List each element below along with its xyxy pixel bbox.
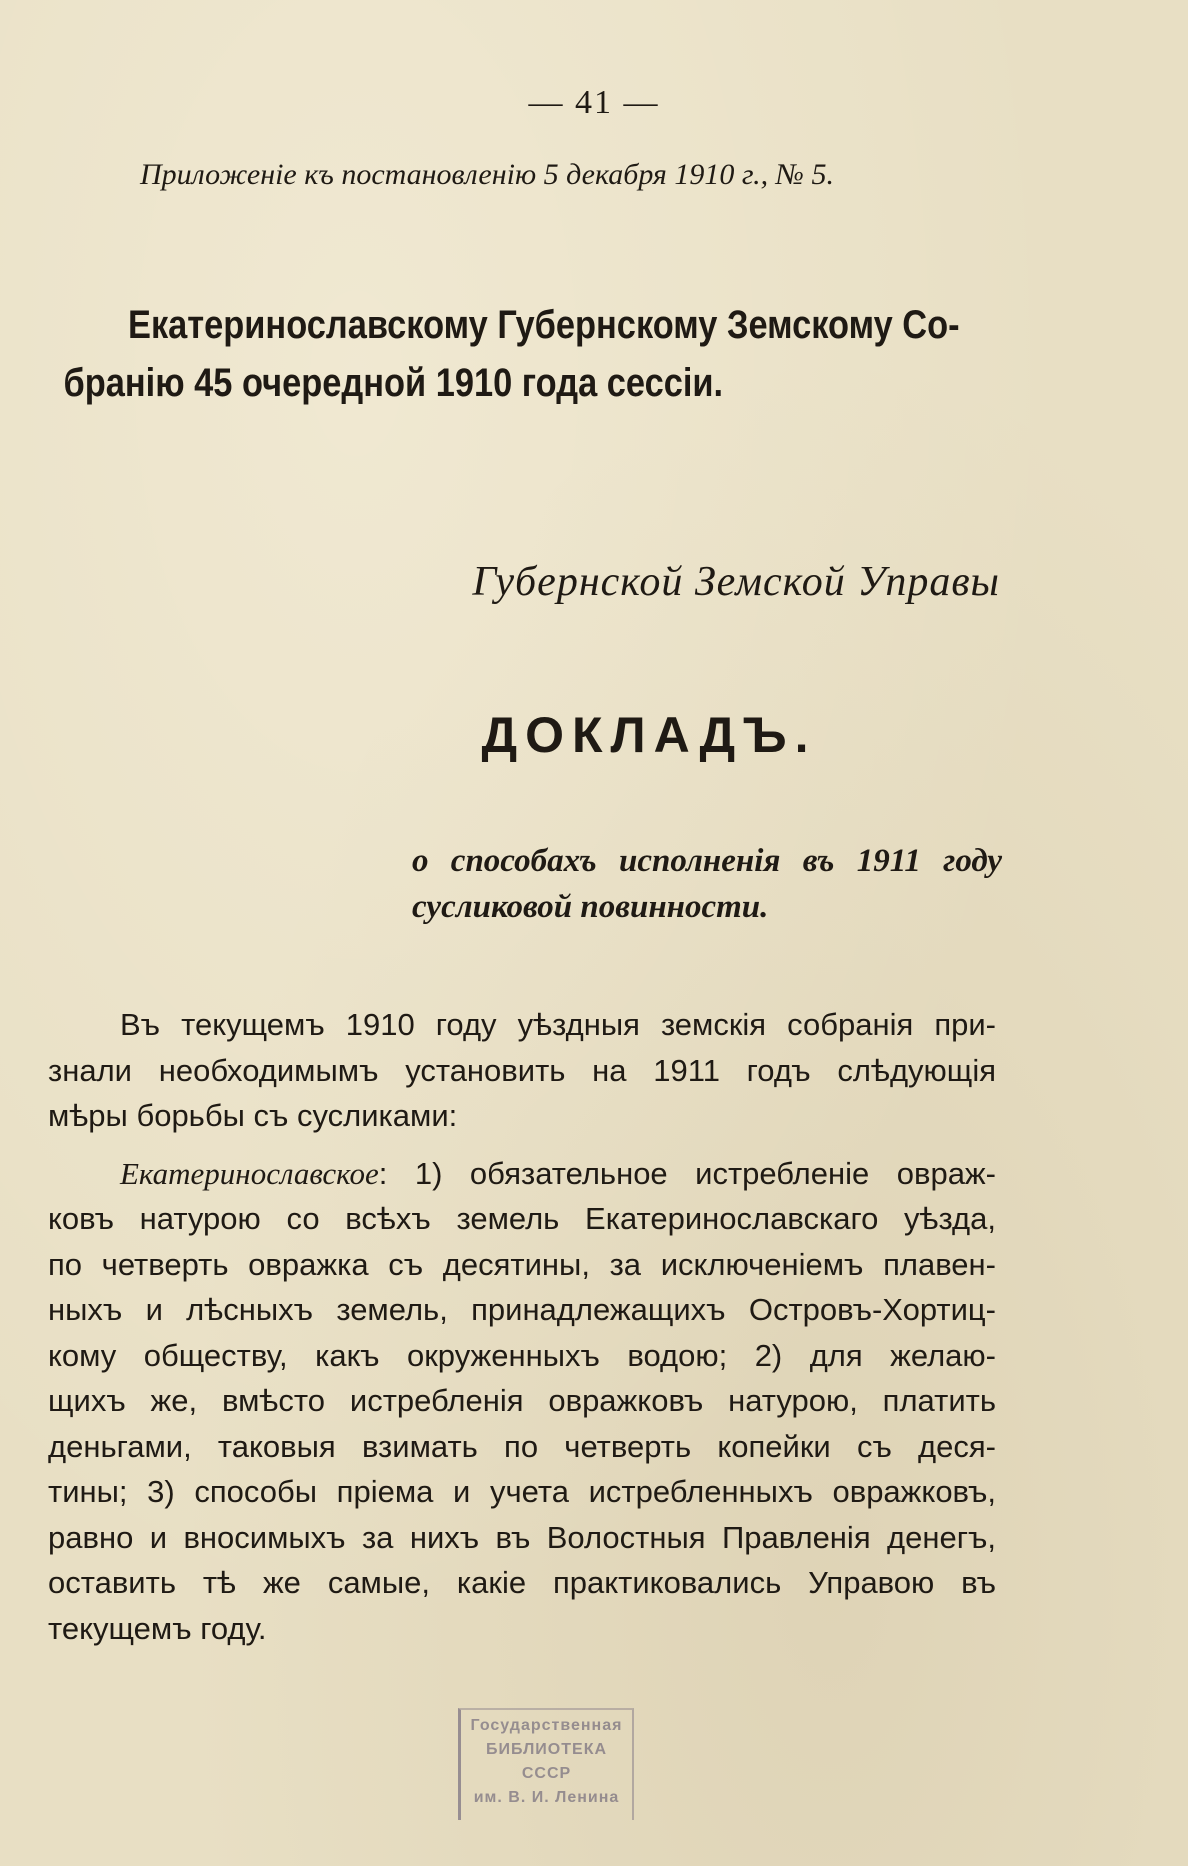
issuing-authority: Губернской Земской Управы: [472, 559, 1000, 605]
document-title: ДОКЛАДЪ.: [481, 707, 817, 763]
body-line: знали необходимымъ установить на 1911 годъ слѣдующія: [48, 1052, 996, 1088]
stamp-line: БИБЛИОТЕКА: [485, 1741, 608, 1758]
subject-line-1: о способахъ исполненія въ 1911 году: [412, 843, 1002, 879]
appendix-note: Приложеніе къ постановленію 5 декабря 1910 г., № 5.: [140, 158, 834, 191]
body-line: тины; 3) способы пріема и учета истребленныхъ овражковъ,: [48, 1474, 996, 1509]
body-text: [48, 1002, 996, 1651]
body-line: равно и вносимыхъ за нихъ въ Волостныя Правленія денегъ,: [48, 1519, 996, 1555]
document-heading: [63, 296, 1005, 412]
library-stamp: [458, 1708, 634, 1820]
body-line: Въ текущемъ 1910 году уѣздныя земскія собранія при-: [120, 1007, 996, 1042]
district-name: Екатеринославское: [120, 1155, 379, 1191]
subject-line-2: сусликовой повинности.: [412, 889, 769, 925]
stamp-line: Государственная: [470, 1717, 623, 1734]
stamp-line: им. В. И. Ленина: [473, 1789, 620, 1806]
body-line: ковъ натурою со всѣхъ земель Екатеринославскаго уѣзда,: [48, 1201, 996, 1236]
body-line: мѣры борьбы съ сусликами:: [48, 1098, 458, 1133]
body-line: оставить тѣ же самые, какіе практиковались Управою въ: [48, 1565, 996, 1600]
heading-line-1: Екатеринославскому Губернскому Земскому Со-: [128, 303, 960, 347]
stamp-line: СССР: [521, 1765, 572, 1782]
heading-line-2: бранію 45 очередной 1910 года сессіи.: [63, 361, 724, 405]
body-line: ныхъ и лѣсныхъ земель, принадлежащихъ Островъ-Хортиц-: [48, 1292, 996, 1327]
report-subject: [412, 838, 1002, 930]
body-line: текущемъ году.: [48, 1610, 267, 1646]
body-line: по четверть овражка съ десятины, за исключеніемъ плавен-: [48, 1246, 996, 1282]
body-line: деньгами, таковыя взимать по четверть копейки съ деся-: [48, 1428, 996, 1464]
district-measures-start: : 1) обязательное истребленіе овраж-: [378, 1155, 996, 1191]
body-line-district: [48, 1151, 996, 1197]
page-number: — 41 —: [528, 84, 660, 121]
body-line: щихъ же, вмѣсто истребленія овражковъ натурою, платить: [48, 1383, 996, 1418]
body-line: кому обществу, какъ окруженныхъ водою; 2) для желаю-: [48, 1337, 996, 1373]
